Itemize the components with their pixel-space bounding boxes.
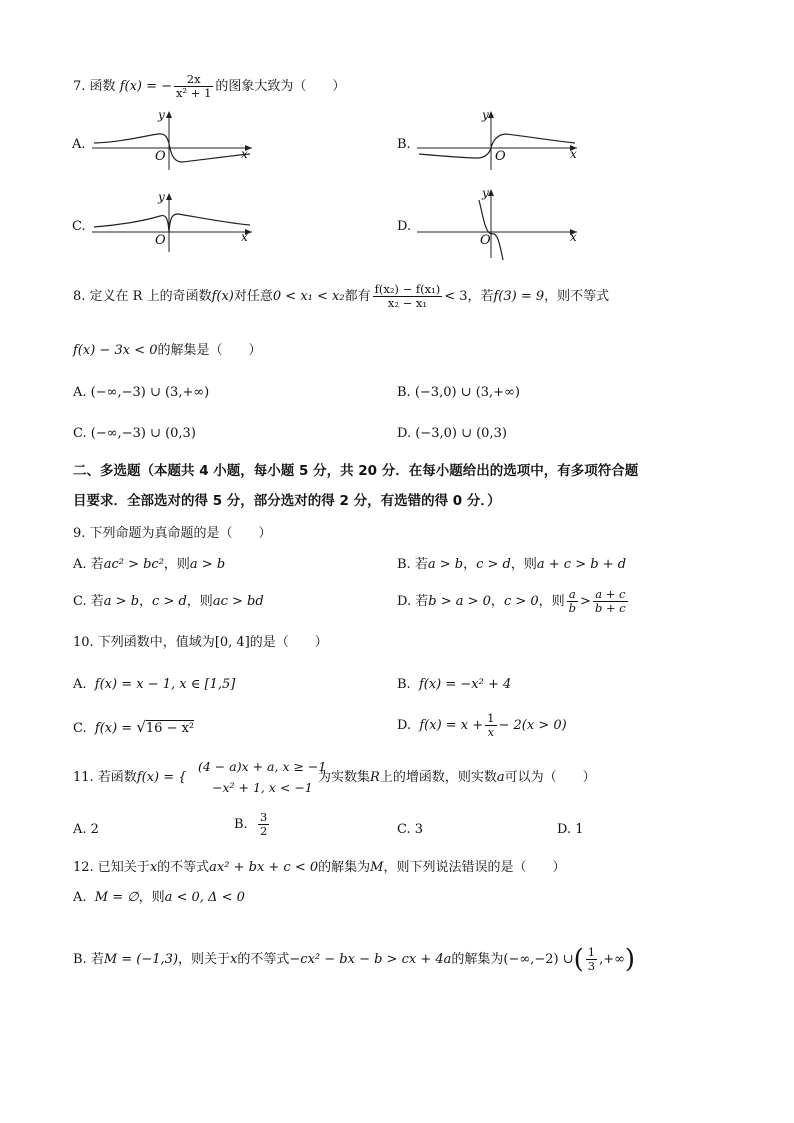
q10-option-c: C. f(x) = √16 − x² bbox=[73, 718, 195, 736]
q7-stem: 7. 函数 f(x) = − $\frac{2x}{\text{x² + 1}}$ 的图象大致为（ ） bbox=[73, 72, 346, 100]
q7-option-d-label: D. bbox=[397, 219, 412, 234]
q9-option-b: B. 若a > b，c > d，则a + c > b + d bbox=[397, 557, 627, 572]
section-heading-line2: 目要求．全部选对的得 5 分，部分选对的得 2 分，有选错的得 0 分．） bbox=[73, 493, 501, 509]
q8-option-a: A. (−∞,−3) ∪ (3,+∞) bbox=[73, 385, 210, 400]
q10-option-d: D. f(x) = x + $\frac{1}{x}$ − 2(x > 0) bbox=[397, 711, 567, 739]
q7-d-origin: O bbox=[480, 233, 491, 248]
q11-suffix: 为实数集R上的增函数，则实数a可以为（ ） bbox=[318, 770, 596, 785]
q8-stem-line2: f(x) − 3x < 0的解集是（ ） bbox=[73, 343, 262, 358]
q7-fraction: $\frac{2x}{\text{x² + 1}}$ bbox=[176, 72, 212, 100]
q7-c-y: y bbox=[158, 190, 165, 204]
q7-option-c-label: C. bbox=[72, 219, 86, 234]
q9-option-d: D. 若b > a > 0，c > 0，则 $\frac{a}{b}$ > $\frac{a + c}{b + c}$ bbox=[397, 587, 626, 615]
q12-option-a: A. M = ∅，则a < 0, Δ < 0 bbox=[73, 890, 245, 905]
q8-fraction: $\frac{\text{f(x₂) − f(x₁)}}{\text{x₂ − x₁}}$ bbox=[374, 282, 441, 310]
q9-d-fraction-1: $\frac{a}{b}$ bbox=[568, 587, 577, 615]
q8-option-b: B. (−3,0) ∪ (3,+∞) bbox=[397, 385, 520, 400]
q7-a-x: x bbox=[241, 147, 248, 161]
q7-d-y: y bbox=[482, 186, 489, 200]
q7-d-x: x bbox=[570, 230, 577, 244]
q7-c-origin: O bbox=[155, 233, 166, 248]
q10-option-a: A. f(x) = x − 1, x ∈ [1,5] bbox=[73, 677, 236, 692]
q10-stem: 10. 下列函数中，值域为[0, 4]的是（ ） bbox=[73, 635, 328, 650]
q7-graph-c bbox=[92, 192, 262, 252]
q10-d-fraction: $\frac{1}{x}$ bbox=[487, 711, 495, 739]
q7-b-x: x bbox=[570, 147, 577, 161]
q7-option-a-label: A. bbox=[72, 137, 86, 152]
q11-option-b: B. $\frac{3}{2}$ bbox=[234, 810, 268, 838]
q7-graph-a bbox=[92, 110, 262, 170]
q11-prefix: 11. 若函数f(x) = { bbox=[73, 770, 187, 785]
q11-option-d: D. 1 bbox=[557, 822, 584, 837]
q10-option-b: B. f(x) = −x² + 4 bbox=[397, 677, 512, 692]
q8-option-d: D. (−3,0) ∪ (0,3) bbox=[397, 426, 507, 441]
section-heading-line1: 二、多选题（本题共 4 小题，每小题 5 分，共 20 分．在每小题给出的选项中，有多项符合题 bbox=[73, 463, 639, 479]
q11-option-c: C. 3 bbox=[397, 822, 424, 837]
q9-option-c: C. 若a > b，c > d，则ac > bd bbox=[73, 594, 264, 609]
q11-b-fraction: $\frac{3}{2}$ bbox=[259, 810, 268, 838]
q9-stem: 9. 下列命题为真命题的是（ ） bbox=[73, 526, 272, 541]
q7-a-origin: O bbox=[155, 149, 166, 164]
q7-a-y: y bbox=[158, 108, 165, 122]
q12-b-fraction: $\frac{1}{3}$ bbox=[587, 945, 596, 973]
q11-case-2: −x² + 1, x < −1 bbox=[212, 780, 313, 795]
q7-option-b-label: B. bbox=[397, 137, 411, 152]
q7-c-x: x bbox=[241, 230, 248, 244]
q11-case-1: (4 − a)x + a, x ≥ −1 bbox=[198, 759, 327, 774]
q8-option-c: C. (−∞,−3) ∪ (0,3) bbox=[73, 426, 196, 441]
q11-option-a: A. 2 bbox=[73, 822, 99, 837]
q9-d-fraction-2: $\frac{a + c}{b + c}$ bbox=[594, 587, 626, 615]
q12-option-b: B. 若M = (−1,3)，则关于x的不等式−cx² − bx − b > cx + 4a的解集为(−∞,−2) ∪( $\frac{1}{3}$ ,+∞) bbox=[73, 944, 636, 975]
q7-b-origin: O bbox=[495, 149, 506, 164]
q8-stem-line1: 8. 定义在 R 上的奇函数f(x)对任意0 < x₁ < x₂都有 $\frac{\text{f(x₂) − f(x₁)}}{\text{x₂ − x₁}}$ < 3，若f(3) = 9，则不等式 bbox=[73, 282, 610, 310]
q12-stem: 12. 已知关于x的不等式ax² + bx + c < 0的解集为M，则下列说法错误的是（ ） bbox=[73, 860, 566, 875]
q9-option-a: A. 若ac² > bc²，则a > b bbox=[73, 557, 226, 572]
q7-graph-d bbox=[417, 188, 587, 260]
q7-b-y: y bbox=[482, 108, 489, 122]
